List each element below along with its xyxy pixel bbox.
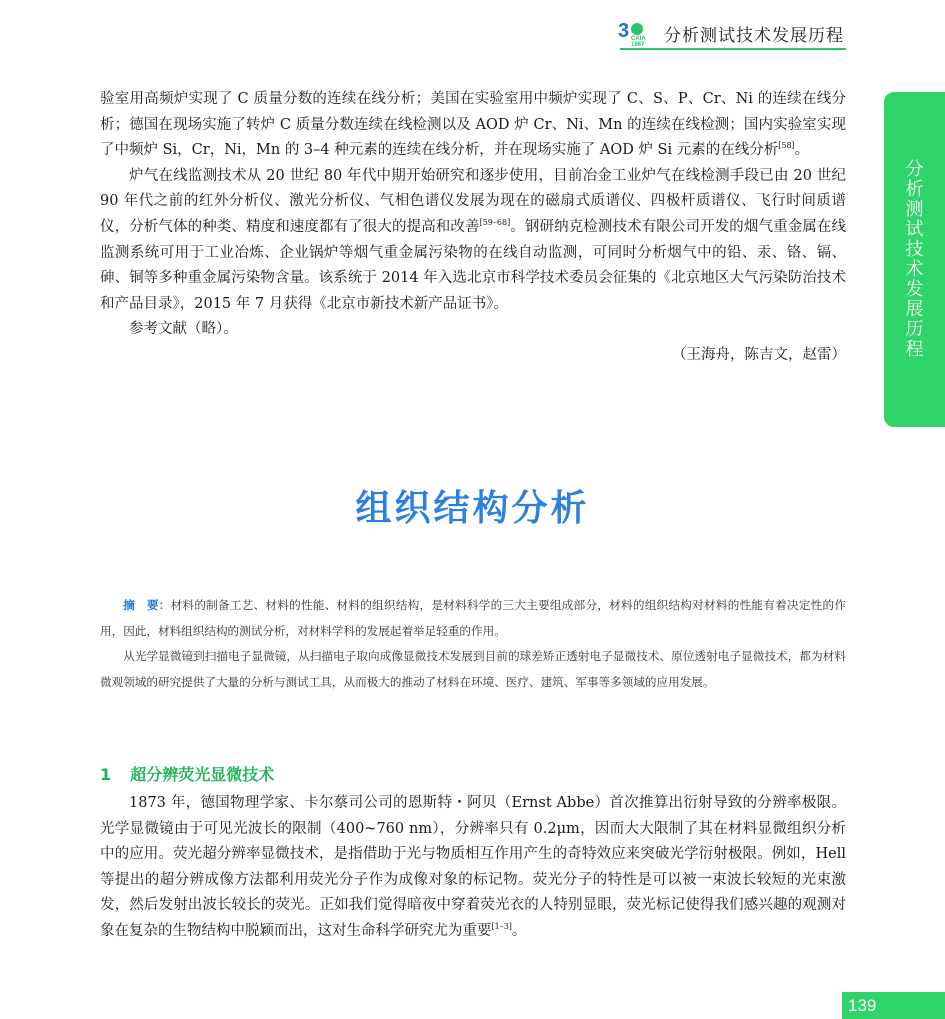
running-header-title: 分析测试技术发展历程 xyxy=(664,25,844,46)
chapter-side-tab xyxy=(884,92,945,427)
logo-subtext: CAIA 1987 xyxy=(631,36,646,48)
references-note: 参考文献（略）。 xyxy=(129,321,238,338)
side-tab-char: 历 xyxy=(905,318,924,340)
side-tab-char: 发 xyxy=(905,278,924,300)
citation: [58] xyxy=(778,141,795,151)
section-title: 组织结构分析 xyxy=(355,488,590,529)
subsection-body xyxy=(100,791,846,945)
abstract-label: 摘 要： xyxy=(123,598,171,612)
side-tab-char: 分 xyxy=(905,158,924,180)
header-divider xyxy=(620,48,846,50)
abstract-block xyxy=(100,593,846,695)
paragraph-furnace-gas: 炉气在线监测技术从 20 世纪 80 年代中期开始研究和逐步使用，目前冶金工业炉气在线检测手段已由 20 世纪 90 年代之前的红外分析仪、激光分析仪、气相色谱仪发展为现在的磁扇式质谱仪、四极杆质谱仪、飞行时间质谱仪，分析气体的种类、精度和速度都有了很大的提高和改善[59–68]。钢研纳克检测技术有限公司开发的烟气重金属在线监测系统可用于工业冶炼、企业锅炉等烟气重金属污染物的在线自动监测，可同时分析烟气中的铅、汞、铬、镉、砷、铜等多种重金属污染物含量。该系统于 2014 年入选北京市科学技术委员会征集的《北京地区大气污染防治技术和产品目录》，2015 年 7 月获得《北京市新技术新产品证书》。 xyxy=(100,167,846,312)
side-tab-char: 技 xyxy=(905,238,924,260)
abstract-paragraph: 摘 要：材料的制备工艺、材料的性能、材料的组织结构，是材料科学的三大主要组成部分，材料的组织结构对材料的性能有着决定性的作用，因此，材料组织结构的测试分析，对材料学科的发展起着举足轻重的作用。 xyxy=(100,598,846,638)
citation: [1–3] xyxy=(491,922,512,932)
anniversary-logo xyxy=(618,20,658,48)
page-number: 139 xyxy=(842,992,945,1019)
side-tab-char: 试 xyxy=(905,218,924,240)
top-text-block xyxy=(100,87,846,368)
citation: [59–68] xyxy=(479,218,511,228)
side-tab-char: 析 xyxy=(905,178,924,200)
side-tab-char: 展 xyxy=(905,298,924,320)
paragraph-super-resolution: 1873 年，德国物理学家、卡尔蔡司公司的恩斯特・阿贝（Ernst Abbe）首次推算出衍射导致的分辨率极限。光学显微镜由于可见光波长的限制（400~760 nm），分辨率只有 0.2μm，因而大大限制了其在材料显微组织分析中的应用。荧光超分辨率显微技术，是指借助于光与物质相互作用产生的奇特效应来突破光学衍射极限。例如，Hell 等提出的超分辨成像方法都利用荧光分子作为成像对象的标记物。荧光分子的特性是可以被一束波长较短的光束激发，然后发射出波长较长的荧光。正如我们觉得暗夜中穿着荧光衣的人特别显眼，荧光标记使得我们感兴趣的观测对象在复杂的生物结构中脱颖而出，这对生命科学研究尤为重要[1–3]。 xyxy=(100,795,846,939)
logo-number: 3 xyxy=(618,20,630,42)
side-tab-char: 术 xyxy=(905,258,924,280)
logo-circle-icon xyxy=(631,23,643,35)
subsection-heading xyxy=(100,762,846,785)
abstract-paragraph: 从光学显微镜到扫描电子显微镜，从扫描电子取向成像显微技术发展到目前的球差矫正透射电子显微技术、原位透射电子显微技术，都为材料微观领域的研究提供了大量的分析与测试工具，从而极大的推动了材料在环境、医疗、建筑、军事等多领域的应用发展。 xyxy=(100,649,846,689)
side-tab-char: 程 xyxy=(905,338,924,360)
authors-line: （王海舟，陈吉文，赵雷） xyxy=(672,346,846,363)
subsection-title: 超分辨荧光显微技术 xyxy=(130,765,275,784)
paragraph-online-analysis: 验室用高频炉实现了 C 质量分数的连续在线分析；美国在实验室用中频炉实现了 C、S、P、Cr、Ni 的连续在线分析；德国在现场实施了转炉 C 质量分数连续在线检测以及 AOD 炉 Cr、Ni、Mn 的连续在线检测；国内实验室实现了中频炉 Si，Cr，Ni，Mn 的 3–4 种元素的连续在线分析，并在现场实施了 AOD 炉 Si 元素的在线分析[58]。 xyxy=(100,91,846,159)
subsection-number: 1 xyxy=(100,765,112,784)
page-header xyxy=(618,18,848,48)
side-tab-char: 测 xyxy=(905,198,924,220)
